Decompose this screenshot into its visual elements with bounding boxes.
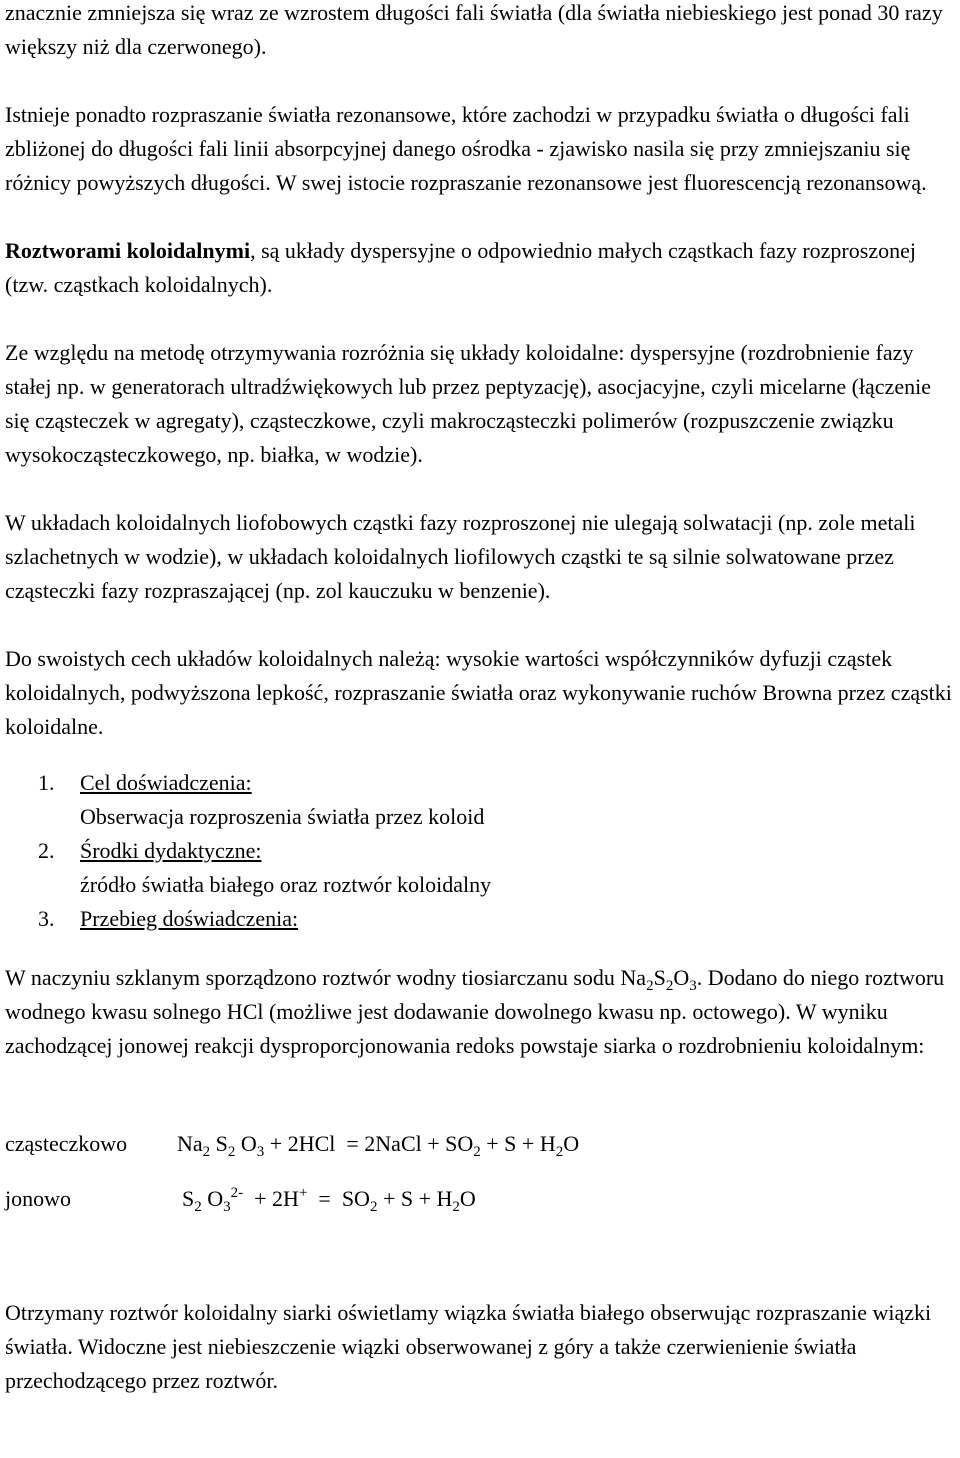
equation-formula: $Na_2$ $S_2$ $O_3 + 2HCl$ = 2NaCl + $SO_2 + S + H_2O$ [177,1131,580,1160]
equation-formula: $S_2$ $O_3^{2-} + 2H^+ = SO_2 + S + H_2O$ [182,1185,476,1215]
list-item [5,834,955,902]
paragraph-colloid-properties: Do swoistych cech układów koloidalnych należą: wysokie wartości współczynników dyfuzji cząstek koloidalnych, podwyższona lepkość, rozpraszanie światła oraz wykonywanie ruchów Browna przez cząstki koloidalne. [5,646,952,739]
list-item [5,902,955,936]
paragraph-colloid-definition [5,234,955,302]
paragraph-observation: Otrzymany roztwór koloidalny siarki oświetlamy wiązka światła białego obserwując rozpraszanie wiązki światła. Widoczne jest niebieszczenie wiązki obserwowanej z góry a także czerwienienie światła przechodzącego przez roztwór. [5,1300,932,1393]
list-number: 2. [38,838,55,863]
list-number: 3. [38,906,55,931]
paragraph-resonance-scattering: Istnieje ponadto rozpraszanie światła rezonansowe, które zachodzi w przypadku światła o długości fali zbliżonej do długości fali linii absorpcyjnej danego ośrodka - zjawisko nasila się przy zmniejszaniu się różnicy powyższych długości. W swej istocie rozpraszanie rezonansowe jest fluorescencją rezonansową. [5,102,927,195]
list-heading: Środki dydaktyczne: [80,838,262,863]
paragraph-lyophobic-lyophilic: W układach koloidalnych liofobowych cząstki fazy rozproszonej nie ulegają solwatacji (np. zole metali szlachetnych w wodzie), w układach koloidalnych liofilowych cząstki te są silnie solwatowane przez cząsteczki fazy rozpraszającej (np. zol kauczuku w benzenie). [5,510,916,603]
list-number: 1. [38,770,55,795]
term-colloidal-solutions: Roztworami koloidalnymi [5,238,251,263]
list-heading: Cel doświadczenia: [80,770,252,795]
list-heading: Przebieg doświadczenia: [80,906,299,931]
list-body: Obserwacja rozproszenia światła przez koloid [80,804,485,829]
list-item [5,766,955,834]
definition-text: , są układy dyspersyjne o odpowiednio małych cząstkach fazy rozproszonej (tzw. cząstkach koloidalnych). [5,238,916,297]
equation-ionic [5,1182,955,1216]
document-page [5,0,955,1398]
paragraph-procedure: W naczyniu szklanym sporządzono roztwór wodny tiosiarczanu sodu $Na_2S_2O_3$. Dodano do niego roztworu wodnego kwasu solnego HCl (możliwe jest dodawanie dowolnego kwasu np. octowego). W wyniku zachodzącej jonowej reakcji dysproporcjonowania redoks powstaje siarka o rozdrobnieniu koloidalnym: [5,965,945,1058]
equation-molecular [5,1127,955,1161]
equation-label: cząsteczkowo [5,1131,128,1156]
paragraph-colloid-types: Ze względu na metodę otrzymywania rozróżnia się układy koloidalne: dyspersyjne (rozdrobnienie fazy stałej np. w generatorach ultradźwiękowych lub przez peptyzację), asocjacyjne, czyli micelarne (łączenie się cząsteczek w agregaty), cząsteczkowe, czyli makrocząsteczki polimerów (rozpuszczenie związku wysokocząsteczkowego, np. białka, w wodzie). [5,340,931,467]
list-body: źródło światła białego oraz roztwór koloidalny [80,872,492,897]
experiment-list [5,766,955,936]
paragraph-scattering-intro: znacznie zmniejsza się wraz ze wzrostem długości fali światła (dla światła niebieskiego jest ponad 30 razy większy niż dla czerwonego). [5,0,943,59]
equation-label: jonowo [5,1186,71,1211]
